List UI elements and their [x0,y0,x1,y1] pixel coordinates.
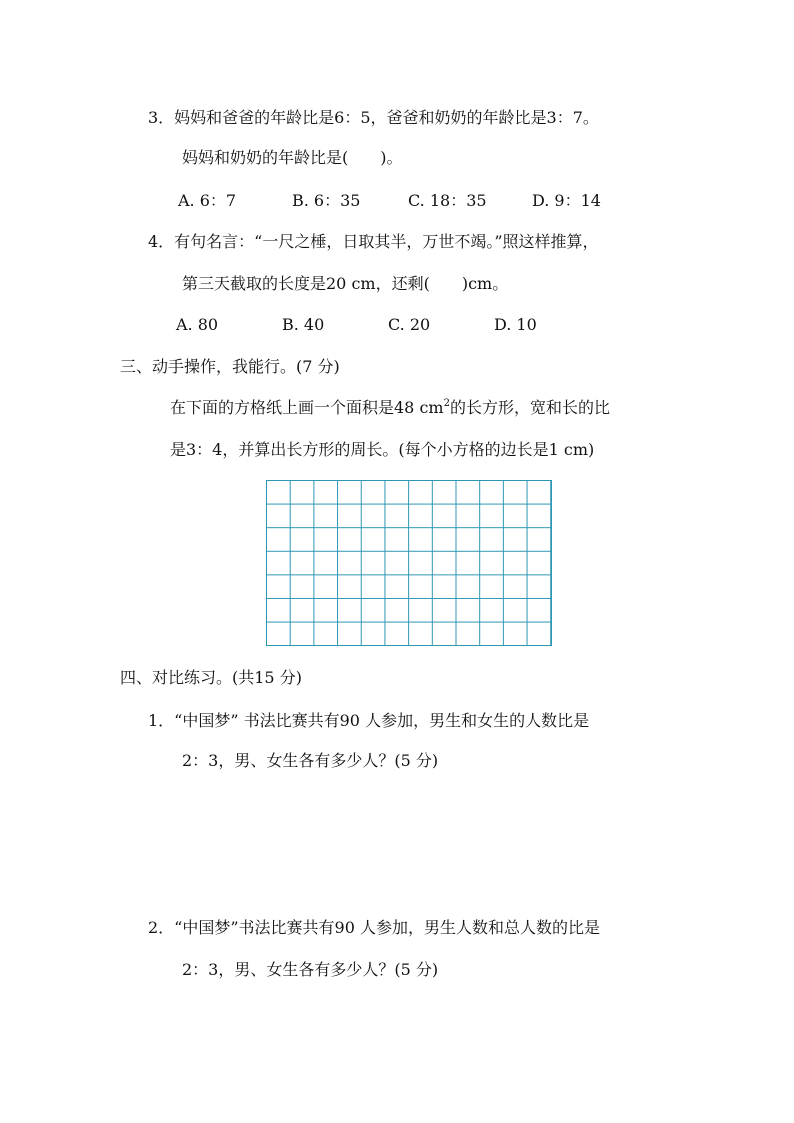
q4-stem-line2: 第三天截取的长度是20 cm，还剩( )cm。 [182,274,509,293]
section4-q1-line1: 1．“中国梦” 书法比赛共有90 人参加，男生和女生的人数比是 [148,711,590,730]
q4-option-c: C. 20 [388,315,431,334]
section4-q1-line2: 2：3，男、女生各有多少人？(5 分) [182,751,439,770]
q3-stem-line1: 3．妈妈和爸爸的年龄比是6：5，爸爸和奶奶的年龄比是3：7。 [148,108,599,127]
q3-option-b: B. 6：35 [292,191,361,210]
section4-q2-line2: 2：3，男、女生各有多少人？(5 分) [182,960,439,979]
q4-option-d: D. 10 [494,315,537,334]
q4-option-a: A. 80 [176,315,219,334]
section3-heading: 三、动手操作，我能行。(7 分) [120,357,340,376]
section4-heading: 四、对比练习。(共15 分) [120,668,302,687]
section4-q2-line1: 2．“中国梦”书法比赛共有90 人参加，男生人数和总人数的比是 [148,918,600,937]
section3-instruction-line1: 在下面的方格纸上画一个面积是48 $cm^2$的长方形，宽和长的比 [170,398,610,417]
q3-option-a: A. 6：7 [178,191,237,210]
q4-stem-line1: 4．有句名言：“一尺之棰，日取其半，万世不竭。”照这样推算， [148,232,599,251]
q4-option-b: B. 40 [282,315,325,334]
section3-instruction-line2: 是3：4，并算出长方形的周长。(每个小方格的边长是1 cm) [170,440,595,459]
q3-option-d: D. 9：14 [532,191,601,210]
q3-option-c: C. 18：35 [408,191,487,210]
grid-paper[interactable] [266,480,552,646]
q3-stem-line2: 妈妈和奶奶的年龄比是( )。 [182,148,403,167]
